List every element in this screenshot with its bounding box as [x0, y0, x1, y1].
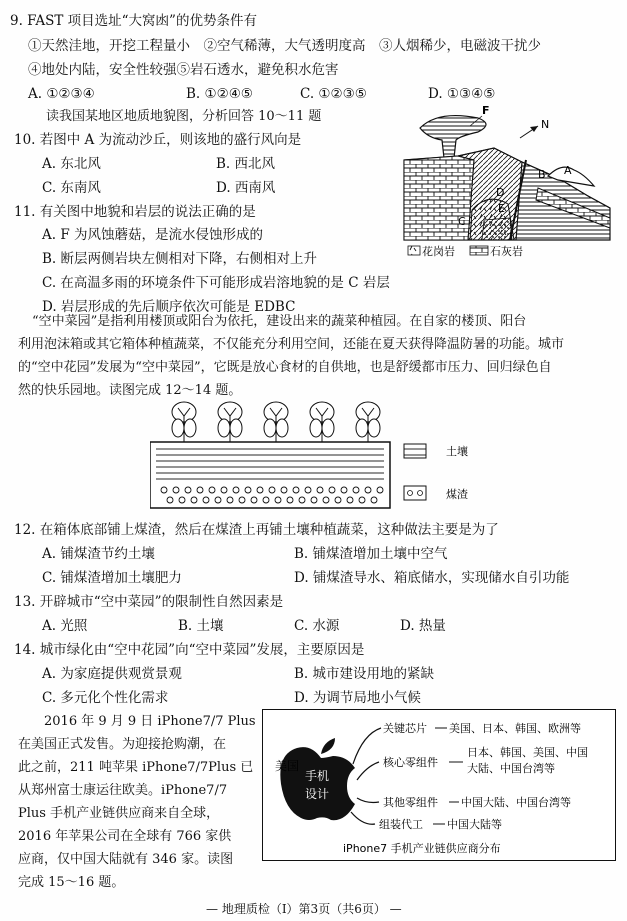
row-value-chips: 美国、日本、韩国、欧洲等	[449, 722, 581, 735]
q14-option-c: C. 多元化个性化需求	[42, 690, 169, 706]
q9-option-b: B. ①②④⑤	[186, 86, 253, 102]
row-key-other: 其他零组件	[383, 796, 438, 809]
row-key-core: 核心零组件	[383, 756, 438, 769]
label-a: A	[564, 164, 572, 177]
passage-12-14-line4: 然的快乐园地。读图完成 12～14 题。	[18, 383, 242, 398]
q9-items-line1: ①天然洼地，开挖工程量小 ②空气稀薄，大气透明度高 ③人烟稀少，电磁波干扰少	[28, 38, 541, 54]
legend-soil-label: 土壤	[446, 445, 468, 458]
row-value-other: 中国大陆、中国台湾等	[461, 796, 571, 809]
q11-option-d: D. 岩层形成的先后顺序依次可能是 EDBC	[42, 299, 296, 315]
row-value-assembly: 中国大陆等	[447, 818, 502, 831]
passage-15-16-line1: 2016 年 9 月 9 日 iPhone7/7 Plus	[44, 714, 256, 729]
passage-15-16-line2: 在美国正式发售。为迎接抢购潮，在	[18, 737, 227, 752]
plant-1	[172, 402, 196, 442]
intro-10-11: 读我国某地区地质地貌图，分析回答 10～11 题	[46, 109, 322, 124]
geology-figure	[398, 100, 618, 265]
label-b: B	[538, 168, 546, 181]
q12-option-d: D. 铺煤渣导水、箱底储水，实现储水自引功能	[294, 570, 570, 586]
row-key-chips: 关键芯片	[383, 722, 427, 735]
q9-option-c: C. ①②③⑤	[300, 86, 367, 102]
q11-option-c: C. 在高温多雨的环境条件下可能形成岩溶地貌的是 C 岩层	[42, 275, 390, 291]
q14-option-a: A. 为家庭提供观赏景观	[42, 666, 182, 682]
plant-4	[310, 402, 334, 442]
passage-12-14-line1: “空中菜园”是指利用楼顶或阳台为依托，建设出来的蔬菜种植园。在自家的楼顶、阳台	[32, 314, 527, 329]
q9-stem: 9. FAST 项目选址“大窝凼”的优势条件有	[10, 13, 257, 29]
legend-limestone-label: 石灰岩	[490, 245, 523, 258]
label-n: N	[541, 118, 550, 131]
row-value-core-2: 大陆、中国台湾等	[467, 762, 555, 775]
q11-option-b: B. 断层两侧岩块左侧相对下降，右侧相对上升	[42, 251, 318, 267]
label-f: F	[482, 104, 490, 117]
label-d: D	[496, 186, 505, 199]
q13-option-a: A. 光照	[42, 618, 88, 634]
soil-layer	[156, 446, 384, 482]
q13-option-b: B. 土壤	[178, 618, 224, 634]
q9-option-a: A. ①②③④	[28, 86, 95, 102]
legend-soil-swatch	[404, 444, 426, 458]
q13-option-d: D. 热量	[400, 618, 446, 634]
center-label-line2: 设计	[305, 787, 330, 801]
row-key-assembly: 组装代工	[379, 818, 423, 831]
legend-cinder-label: 煤渣	[446, 488, 468, 501]
q11-option-a: A. F 为风蚀蘑菇，是流水侵蚀形成的	[42, 227, 263, 243]
q9-option-d: D. ①③④⑤	[428, 86, 496, 102]
q14-option-d: D. 为调节局地小气候	[294, 690, 421, 706]
plant-2	[218, 402, 242, 442]
q10-option-b: B. 西北风	[216, 156, 276, 172]
passage-12-14-line2: 利用泡沫箱或其它箱体种植蔬菜，不仅能充分利用空间，还能在夏天获得降温防暑的功能。城市	[18, 337, 565, 352]
planting-box-figure	[150, 398, 490, 518]
q12-option-a: A. 铺煤渣节约土壤	[42, 546, 155, 562]
supply-chain-figure	[262, 709, 616, 861]
q11-stem: 11. 有关图中地貌和岩层的说法正确的是	[14, 204, 256, 220]
passage-15-16-line8: 完成 15～16 题。	[18, 875, 125, 890]
plant-5	[356, 402, 380, 442]
label-c: C	[458, 215, 466, 228]
passage-15-16-line7: 应商，仅中国大陆就有 346 家。读图	[18, 852, 234, 867]
supply-chart-caption: iPhone7 手机产业链供应商分布	[343, 842, 501, 855]
q12-stem: 12. 在箱体底部铺上煤渣，然后在煤渣上再铺土壤种植蔬菜，这种做法主要是为了	[14, 522, 499, 538]
legend-limestone-swatch	[470, 246, 488, 255]
q14-option-b: B. 城市建设用地的紧缺	[294, 666, 435, 682]
q13-stem: 13. 开辟城市“空中菜园”的限制性自然因素是	[14, 594, 284, 610]
passage-12-14-line3: 的“空中花园”发展为“空中菜园”，它既是放心食材的自供地，也是舒缓都市压力、回归绿色自	[18, 360, 552, 375]
plant-3	[264, 402, 288, 442]
q13-option-c: C. 水源	[294, 618, 340, 634]
q10-option-a: A. 东北风	[42, 156, 101, 172]
q14-stem: 14. 城市绿化由“空中花园”向“空中菜园”发展，主要原因是	[14, 642, 365, 658]
passage-15-16-line3: 此之前，211 吨苹果 iPhone7/7Plus 已	[18, 760, 254, 775]
center-label-line1: 手机	[305, 769, 330, 783]
q12-option-b: B. 铺煤渣增加土壤中空气	[294, 546, 448, 562]
q10-option-c: C. 东南风	[42, 180, 101, 196]
legend-granite-swatch	[408, 246, 420, 255]
left-label-usa: 美国	[275, 759, 300, 773]
q10-stem: 10. 若图中 A 为流动沙丘，则该地的盛行风向是	[14, 132, 302, 148]
label-e: E	[498, 202, 505, 215]
passage-15-16-line4: 从郑州富士康运往欧美。iPhone7/7	[18, 783, 228, 798]
legend-granite-label: 花岗岩	[422, 245, 455, 258]
passage-15-16-line6: 2016 年苹果公司在全球有 766 家供	[18, 829, 232, 844]
q12-option-c: C. 铺煤渣增加土壤肥力	[42, 570, 182, 586]
row-value-core: 日本、韩国、美国、中国	[467, 746, 588, 759]
q9-items-line2: ④地处内陆，安全性较强⑤岩石透水，避免积水危害	[28, 62, 339, 78]
supply-chain-diagram	[263, 710, 615, 860]
q10-option-d: D. 西南风	[216, 180, 276, 196]
passage-15-16-line5: Plus 手机产业链供应商来自全球，	[18, 806, 220, 821]
page-footer: — 地理质检（Ⅰ）第3页（共6页） —	[206, 902, 402, 916]
